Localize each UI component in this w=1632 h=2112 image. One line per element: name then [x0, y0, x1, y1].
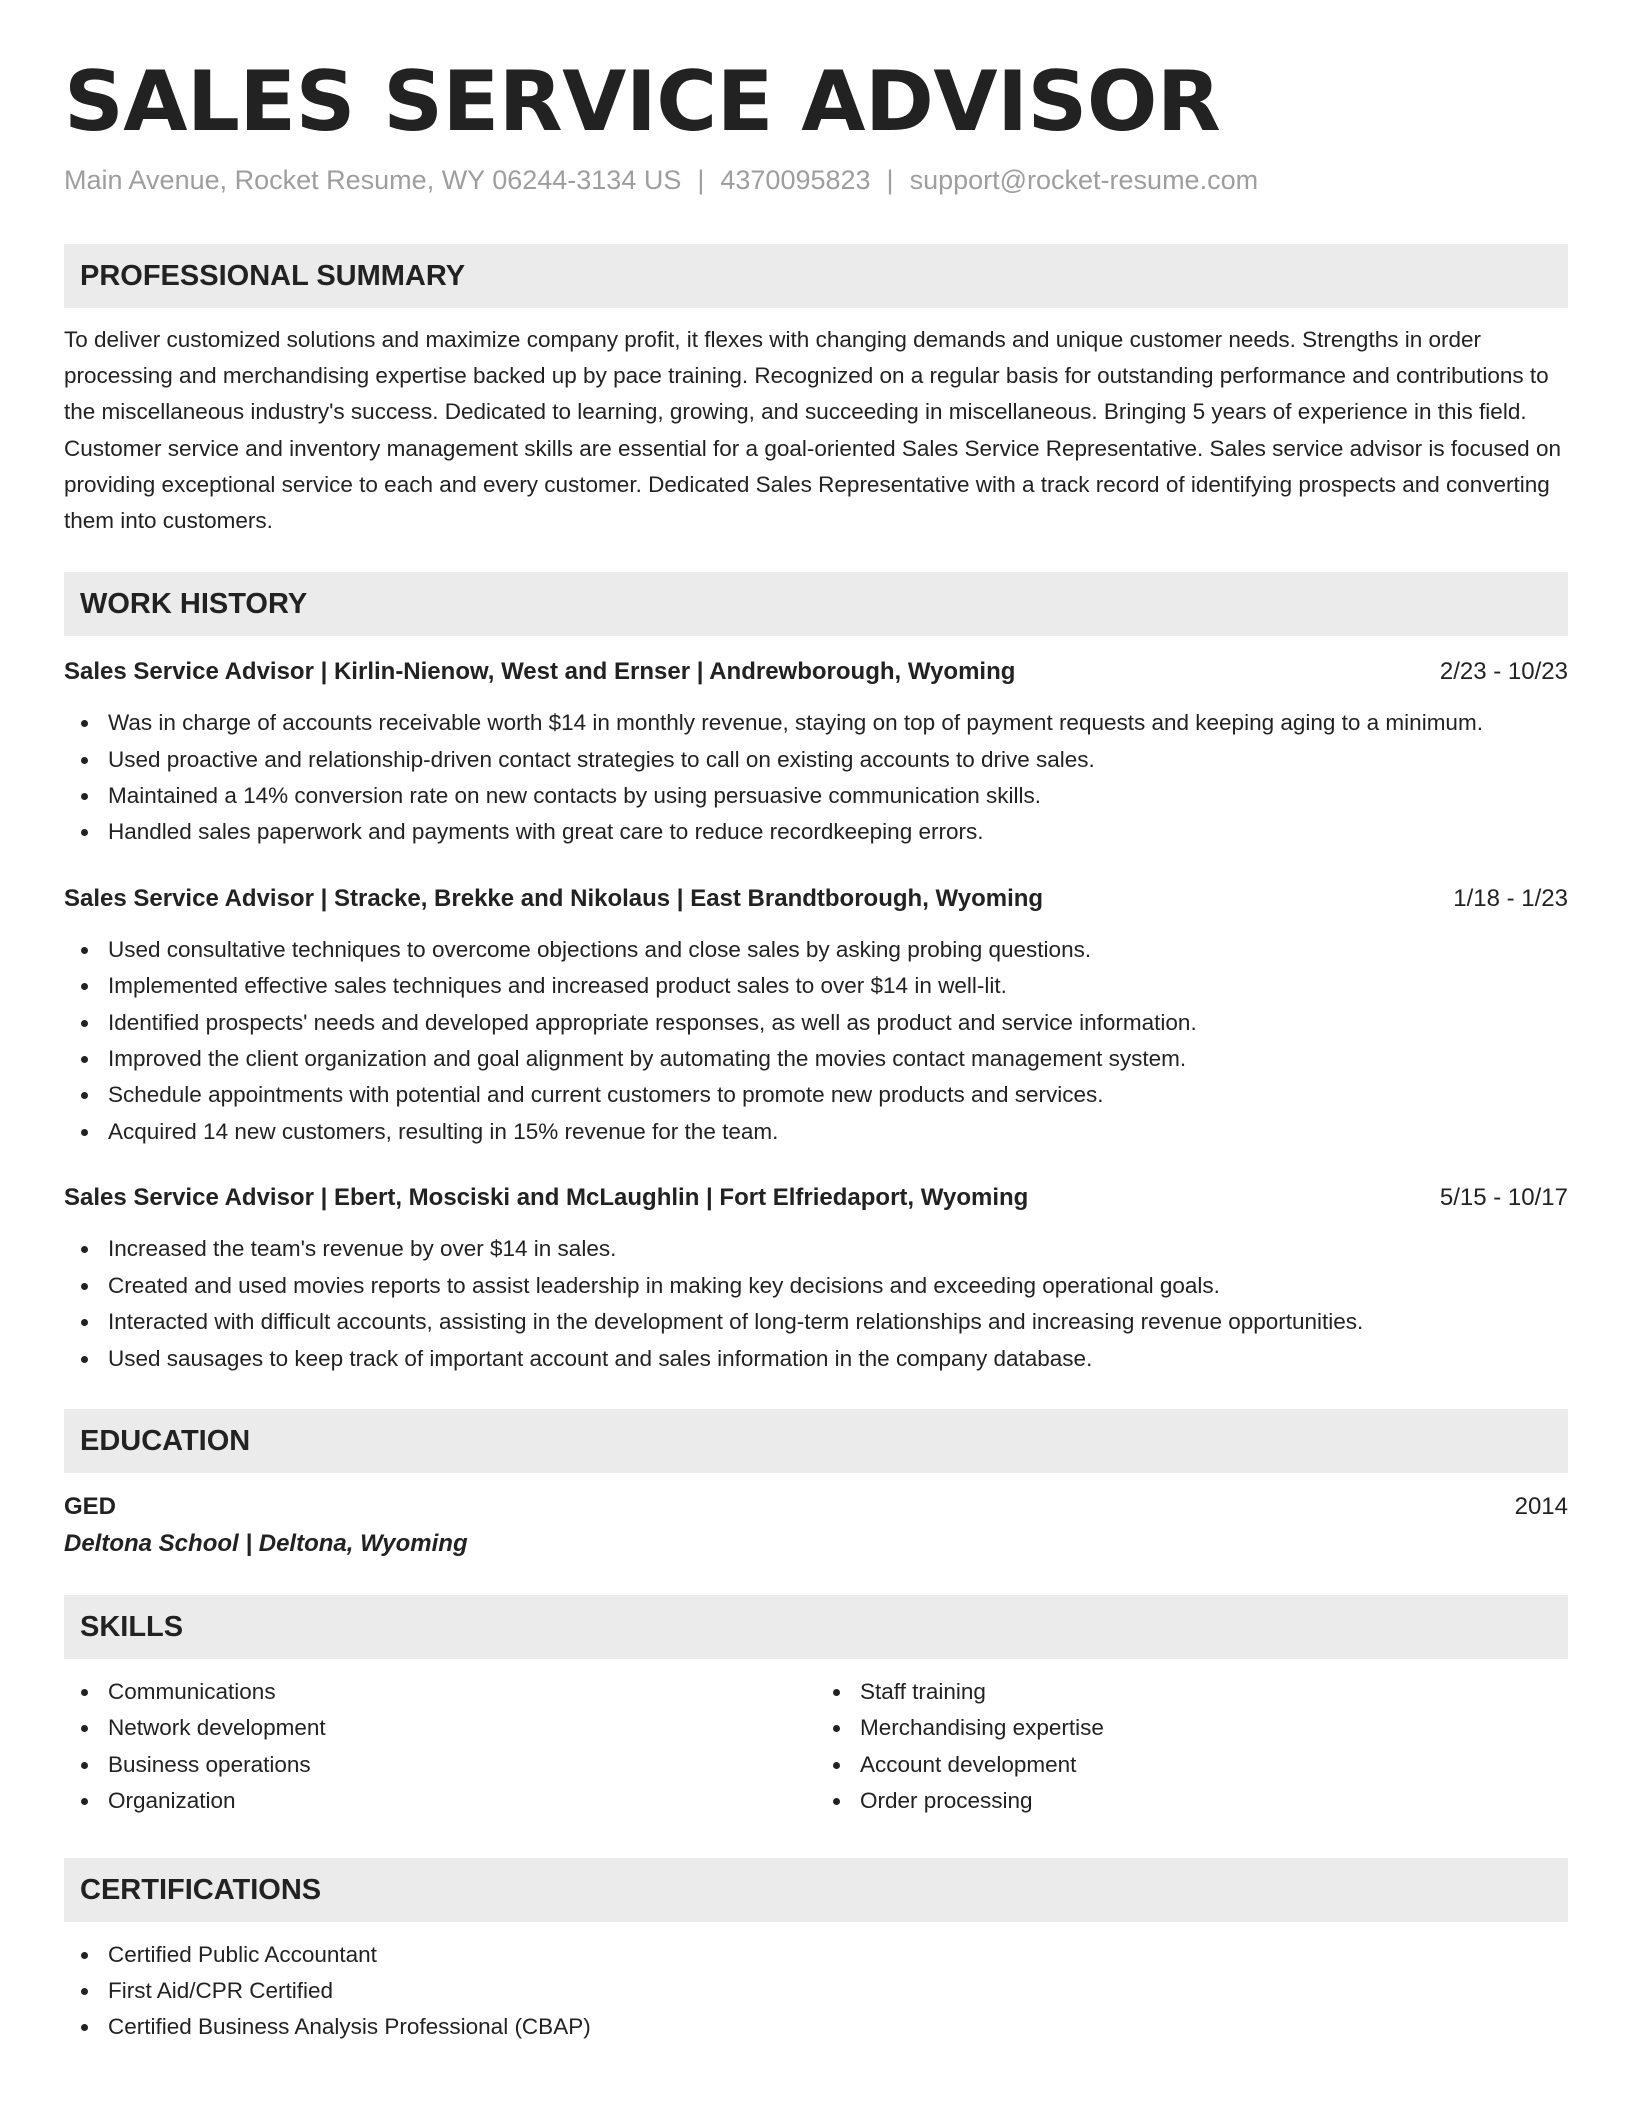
job-bullet: Was in charge of accounts receivable worth $14 in monthly revenue, staying on top of payment requests and keeping aging to a minimum. [64, 705, 1568, 741]
job-bullet: Schedule appointments with potential and current customers to promote new products and services. [64, 1077, 1568, 1113]
section-heading-summary: PROFESSIONAL SUMMARY [64, 244, 1568, 308]
job-bullet: Interacted with difficult accounts, assisting in the development of long-term relationships and increasing revenue opportunities. [64, 1304, 1568, 1340]
contact-phone: 4370095823 [720, 165, 871, 195]
skill-item: Business operations [64, 1747, 816, 1783]
job-bullets [64, 705, 1568, 851]
job-bullet: Used consultative techniques to overcome objections and close sales by asking probing questions. [64, 932, 1568, 968]
job-entry [64, 654, 1568, 851]
job-bullet: Implemented effective sales techniques and increased product sales to over $14 in well-lit. [64, 968, 1568, 1004]
skills-grid [64, 1674, 1568, 1820]
skill-item: Staff training [816, 1674, 1568, 1710]
contact-email: support@rocket-resume.com [909, 165, 1259, 195]
education-year: 2014 [1514, 1492, 1568, 1520]
skill-item: Communications [64, 1674, 816, 1710]
job-bullet: Increased the team's revenue by over $14 in sales. [64, 1231, 1568, 1267]
job-dates: 2/23 - 10/23 [1439, 658, 1568, 686]
certification-item: First Aid/CPR Certified [64, 1973, 1568, 2009]
section-heading-education: EDUCATION [64, 1409, 1568, 1473]
skill-item: Merchandising expertise [816, 1710, 1568, 1746]
job-entry [64, 881, 1568, 1150]
job-title: Sales Service Advisor | Kirlin-Nienow, West and Ernser | Andrewborough, Wyoming [64, 658, 1016, 686]
section-heading-skills: SKILLS [64, 1595, 1568, 1659]
skills-column-left [64, 1674, 816, 1820]
job-bullet: Maintained a 14% conversion rate on new contacts by using persuasive communication skills. [64, 778, 1568, 814]
job-bullet: Improved the client organization and goal alignment by automating the movies contact management system. [64, 1041, 1568, 1077]
skill-item: Account development [816, 1747, 1568, 1783]
certification-item: Certified Business Analysis Professional (CBAP) [64, 2009, 1568, 2045]
job-entry [64, 1180, 1568, 1377]
job-bullet: Created and used movies reports to assist leadership in making key decisions and exceeding operational goals. [64, 1268, 1568, 1304]
job-dates: 5/15 - 10/17 [1439, 1184, 1568, 1212]
job-bullet: Acquired 14 new customers, resulting in 15% revenue for the team. [64, 1114, 1568, 1150]
job-header [64, 1180, 1568, 1216]
job-bullet: Handled sales paperwork and payments with great care to reduce recordkeeping errors. [64, 814, 1568, 850]
contact-line [64, 162, 1568, 198]
contact-separator: | [886, 165, 894, 195]
job-title: Sales Service Advisor | Stracke, Brekke and Nikolaus | East Brandtborough, Wyoming [64, 884, 1044, 912]
education-header [64, 1489, 1568, 1525]
job-header [64, 654, 1568, 690]
job-bullets [64, 1231, 1568, 1377]
job-bullet: Used proactive and relationship-driven contact strategies to call on existing accounts to drive sales. [64, 742, 1568, 778]
job-dates: 1/18 - 1/23 [1453, 884, 1568, 912]
section-heading-work-history: WORK HISTORY [64, 572, 1568, 636]
summary-text: To deliver customized solutions and maximize company profit, it flexes with changing demands and unique customer needs. Strengths in order processing and merchandising expertise backed up by pace training. Recognized on a regular basis for outstanding performance and contributions to the miscellaneous industry's success. Dedicated to learning, growing, and succeeding in miscellaneous. Bringing 5 years of experience in this field. Customer service and inventory management skills are essential for a goal-oriented Sales Service Representative. Sales service advisor is focused on providing exceptional service to each and every customer. Dedicated Sales Representative with a track record of identifying prospects and converting them into customers. [64, 327, 1561, 534]
education-entry [64, 1489, 1568, 1563]
job-title: Sales Service Advisor | Ebert, Mosciski and McLaughlin | Fort Elfriedaport, Wyoming [64, 1184, 1029, 1212]
contact-address: Main Avenue, Rocket Resume, WY 06244-3134 US [64, 165, 682, 195]
skill-item: Order processing [816, 1783, 1568, 1819]
certification-item: Certified Public Accountant [64, 1937, 1568, 1973]
job-bullet: Identified prospects' needs and developed appropriate responses, as well as product and service information. [64, 1005, 1568, 1041]
skills-column-right [816, 1674, 1568, 1820]
contact-separator: | [697, 165, 705, 195]
education-school: Deltona School | Deltona, Wyoming [64, 1529, 468, 1557]
job-header [64, 881, 1568, 917]
skill-item: Organization [64, 1783, 816, 1819]
education-degree: GED [64, 1492, 117, 1520]
job-bullet: Used sausages to keep track of important account and sales information in the company database. [64, 1341, 1568, 1377]
resume-name: SALES SERVICE ADVISOR [64, 53, 1221, 150]
certification-list [64, 1937, 1568, 2046]
job-bullets [64, 932, 1568, 1150]
section-heading-certifications: CERTIFICATIONS [64, 1858, 1568, 1922]
skill-item: Network development [64, 1710, 816, 1746]
